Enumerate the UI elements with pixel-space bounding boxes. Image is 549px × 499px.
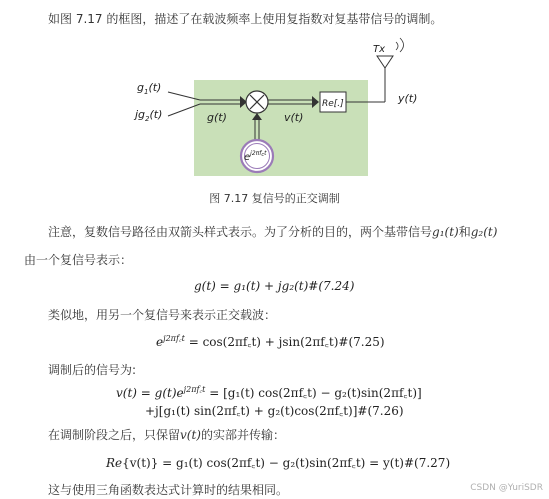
input-g1-label: $g_1(t)$ <box>137 81 162 96</box>
paragraph-5: 这与使用三角函数表达式计算时的结果相同。 <box>48 483 289 497</box>
v-symbol: v(t) <box>180 428 201 442</box>
equation-7-26-line1 <box>116 384 422 401</box>
g1-symbol: g₁(t) <box>432 225 459 239</box>
paragraph-1-text: 注意，复数信号路径由双箭头样式表示。为了分析的目的，两个基带信号 <box>48 225 433 239</box>
output-label: y(t) <box>398 92 418 105</box>
carrier-label: $e^{j2\pi f}ct$ <box>244 150 267 163</box>
antenna-label: Tx <box>373 44 386 55</box>
eq725-sup: j2πf꜀t <box>163 334 185 343</box>
multiplier-icon <box>246 91 268 113</box>
paragraph-2: 类似地，用另一个复信号来表示正交载波： <box>48 308 277 322</box>
paragraph-1-cont: 由一个复信号表示： <box>24 253 133 267</box>
signal-g-label: g(t) <box>207 111 227 124</box>
signal-v-label: v(t) <box>284 111 304 124</box>
input-jg2-label: $jg_2(t)$ <box>135 108 163 123</box>
paragraph-3: 调制后的信号为: <box>48 363 137 377</box>
equation-7-27: 𝑅𝑒{v(t)} = g₁(t) cos(2πf꜀t) − g₂(t)sin(2πf꜀t) = y(t)#(7.27) <box>106 456 451 470</box>
eq725-rhs: = cos(2πf꜀t) + jsin(2πf꜀t)#(7.25) <box>184 335 385 349</box>
equation-7-24: g(t) = g₁(t) + jg₂(t)#(7.24) <box>194 279 355 293</box>
watermark: CSDN @YuriSDR <box>470 483 543 493</box>
equation-7-26-line2: +j[g₁(t) sin(2πf꜀t) + g₂(t)cos(2πf꜀t)]#(7.26) <box>145 404 404 418</box>
paragraph-4 <box>48 426 285 443</box>
modulation-block-diagram <box>0 0 549 190</box>
equation-7-25 <box>156 333 385 350</box>
real-part-label: Re[.] <box>322 99 344 109</box>
eq726-lhs: v(t) = g(t)e <box>116 386 184 400</box>
intro-paragraph: 如图 7.17 的框图，描述了在载波频率上使用复指数对复基带信号的调制。 <box>48 12 443 26</box>
g2-symbol: g₂(t) <box>470 225 498 239</box>
paragraph-4-text-b: 的实部并传输： <box>200 428 285 442</box>
figure-caption: 图 7.17 复信号的正交调制 <box>209 192 340 205</box>
paragraph-4-text-a: 在调制阶段之后，只保留 <box>48 428 181 442</box>
eq726-sup: j2πf꜀t <box>183 385 206 394</box>
eq726-rhs: = [g₁(t) cos(2πf꜀t) − g₂(t)sin(2πf꜀t)] <box>205 386 422 400</box>
and-text: 和 <box>458 225 471 239</box>
eq725-lhs: e <box>156 335 164 349</box>
paragraph-1 <box>48 223 497 240</box>
